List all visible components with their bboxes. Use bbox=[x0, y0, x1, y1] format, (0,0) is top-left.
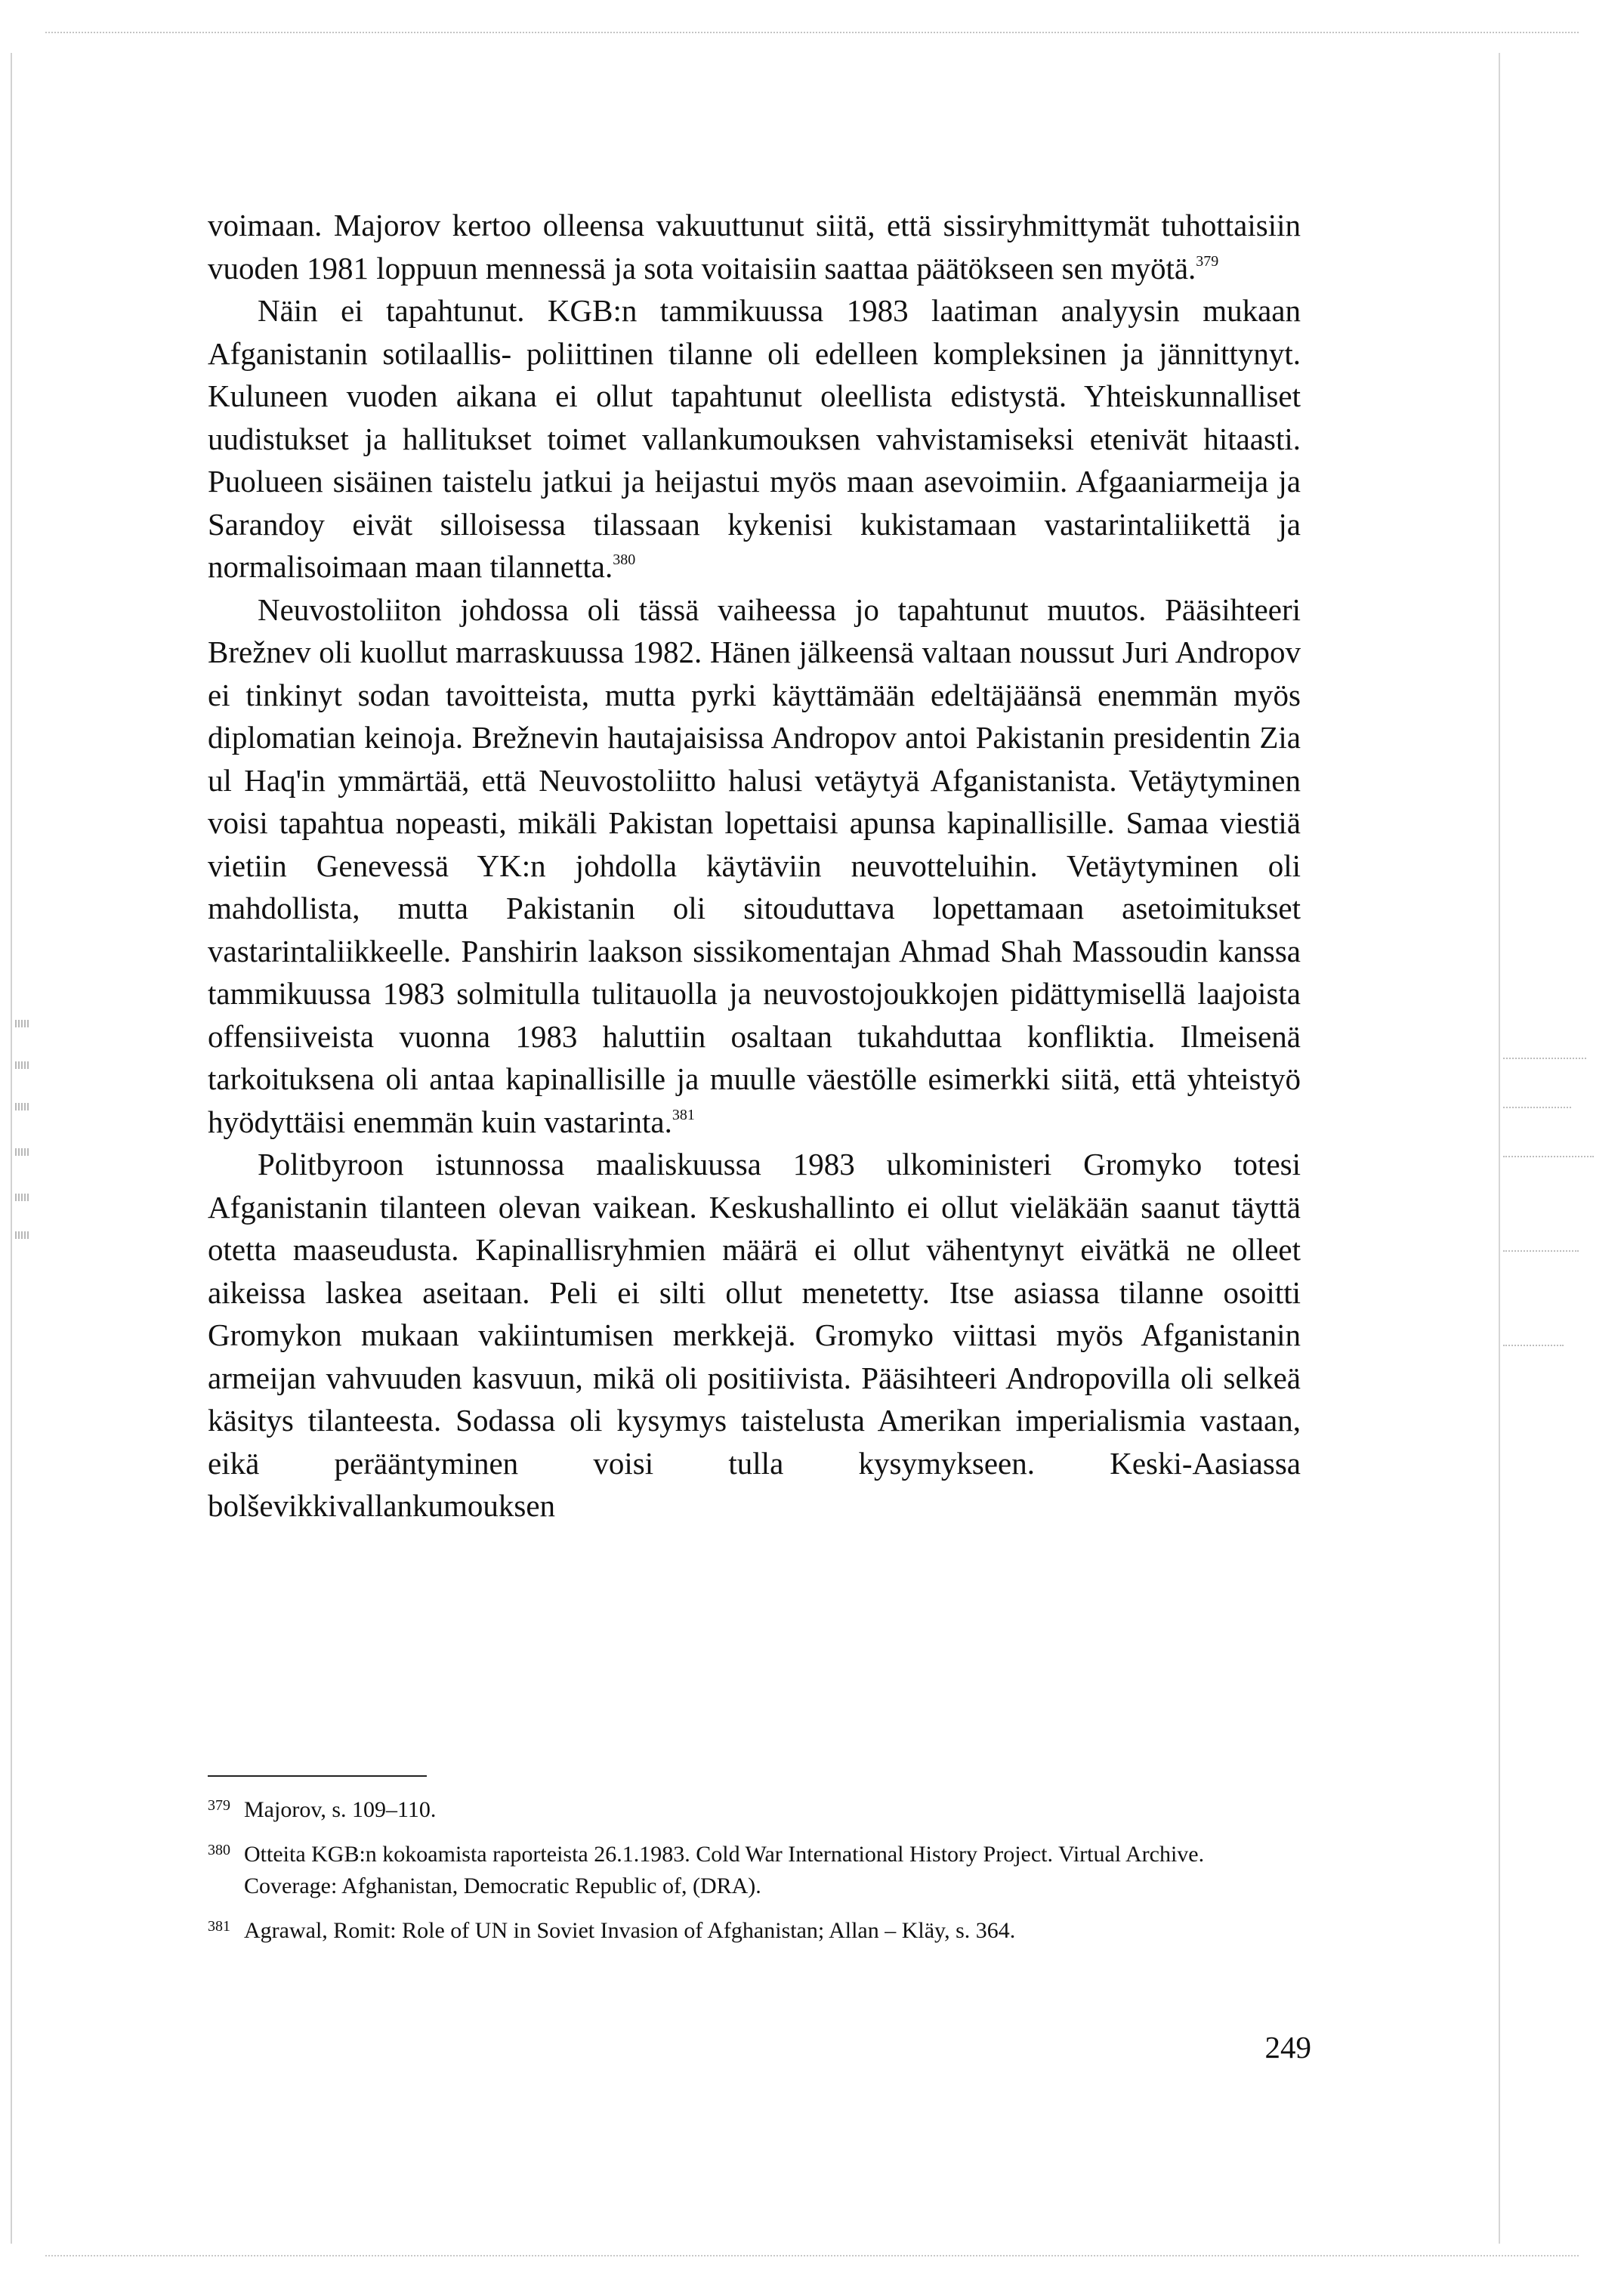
footnote-divider bbox=[208, 1775, 427, 1777]
page-number: 249 bbox=[1264, 2030, 1311, 2065]
footnote-ref-380[interactable]: 380 bbox=[613, 551, 636, 569]
paragraph-text: Neuvostoliiton johdossa oli tässä vaiheessa jo tapahtunut muutos. Pääsihteeri Brežnev oli kuollut marraskuussa 1982. Hänen jälkeensä valtaan noussut Juri Andropov ei tinkinyt sodan tavoitteista, mutta pyrki käyttämään edeltäjäänsä enemmän myös diplomatian keinoja. Brežnevin hautajaisissa Andropov antoi Pakistanin presidentin Zia ul Haq'in ymmärtää, että Neuvostoliitto halusi vetäytyä Afganistanista. Vetäytyminen voisi tapahtua nopeasti, mikäli Pakistan lopettaisi apunsa kapinallisille. Samaa viestiä vietiin Genevessä YK:n johdolla käytäviin neuvotteluihin. Vetäytyminen oli mahdollista, mutta Pakistanin oli sitouduttava lopettamaan asetoimitukset vastarintaliikkeelle. Panshirin laakson sissikomentajan Ahmad Shah Massoudin kanssa tammikuussa 1983 solmitulla tulitauolla ja neuvostojoukkojen pidättymisellä laajoista offensiiveista vuonna 1983 haluttiin osaltaan tukahduttaa konfliktia. Ilmeisenä tarkoituksena oli antaa kapinallisille ja muulle väestölle esimerkki siitä, että yhteistyö hyödyttäisi enemmän kuin vastarinta. bbox=[208, 592, 1301, 1139]
footnote-text: Agrawal, Romit: Role of UN in Soviet Invasion of Afghanistan; Allan – Kläy, s. 364. bbox=[244, 1918, 1016, 1943]
left-margin-scan-marks bbox=[15, 1005, 38, 1254]
scan-edge-top bbox=[45, 32, 1579, 33]
footnote-ref-379[interactable]: 379 bbox=[1196, 252, 1219, 270]
footnote-number: 380 bbox=[208, 1842, 230, 1858]
footnote-381 bbox=[208, 1915, 1301, 1947]
footnotes bbox=[208, 1794, 1301, 1960]
body-text bbox=[208, 204, 1301, 1527]
paragraph-text: Näin ei tapahtunut. KGB:n tammikuussa 1983 laatiman analyysin mukaan Afganistanin sotilaallis- poliittinen tilanne oli edelleen kompleksinen ja jännittynyt. Kuluneen vuoden aikana ei ollut tapahtunut oleellista edistystä. Yhteiskunnalliset uudistukset ja hallitukset toimet vallankumouksen vahvistamiseksi etenivät hitaasti. Puolueen sisäinen taistelu jatkui ja heijastui myös maan asevoimiin. Afgaaniarmeija ja Sarandoy eivät silloisessa tilassaan kykenisi kukistamaan vastarintaliikettä ja normalisoimaan maan tilannetta. bbox=[208, 293, 1301, 584]
paragraph-text: voimaan. Majorov kertoo olleensa vakuuttunut siitä, että sissiryhmittymät tuhottaisiin vuoden 1981 loppuun mennessä ja sota voitaisiin saattaa päätökseen sen myötä. bbox=[208, 208, 1301, 286]
paragraph-4 bbox=[208, 1143, 1301, 1527]
footnote-ref-381[interactable]: 381 bbox=[672, 1106, 695, 1123]
scan-edge-left bbox=[11, 53, 12, 2244]
footnote-number: 381 bbox=[208, 1918, 230, 1935]
footnote-380 bbox=[208, 1839, 1301, 1902]
scan-edge-bottom bbox=[45, 2255, 1579, 2256]
scan-edge-right bbox=[1499, 53, 1500, 2244]
paragraph-2 bbox=[208, 289, 1301, 588]
right-margin-scan-marks bbox=[1503, 1042, 1601, 1360]
footnote-379 bbox=[208, 1794, 1301, 1826]
footnote-text: Otteita KGB:n kokoamista raporteista 26.1.1983. Cold War International History Project. Virtual Archive. Coverage: Afghanistan, Democratic Republic of, (DRA). bbox=[244, 1842, 1205, 1898]
footnote-text: Majorov, s. 109–110. bbox=[244, 1797, 437, 1822]
paragraph-text: Politbyroon istunnossa maaliskuussa 1983 ulkoministeri Gromyko totesi Afganistanin tilanteen olevan vaikean. Keskushallinto ei ollut vieläkään saanut täyttä otetta maaseudusta. Kapinallisryhmien määrä ei ollut vähentynyt eivätkä ne olleet aikeissa laskea aseitaan. Peli ei silti ollut menetetty. Itse asiassa tilanne osoitti Gromykon mukaan vakiintumisen merkkejä. Gromyko viittasi myös Afganistanin armeijan vahvuuden kasvuun, mikä oli positiivista. Pääsihteeri Andropovilla oli selkeä käsitys tilanteesta. Sodassa oli kysymys taistelusta Amerikan imperialismia vastaan, eikä perääntyminen voisi tulla kysymykseen. Keski-Aasiassa bolševikkivallankumouksen bbox=[208, 1147, 1301, 1523]
paragraph-1 bbox=[208, 204, 1301, 289]
paragraph-3 bbox=[208, 588, 1301, 1144]
footnote-number: 379 bbox=[208, 1797, 230, 1814]
